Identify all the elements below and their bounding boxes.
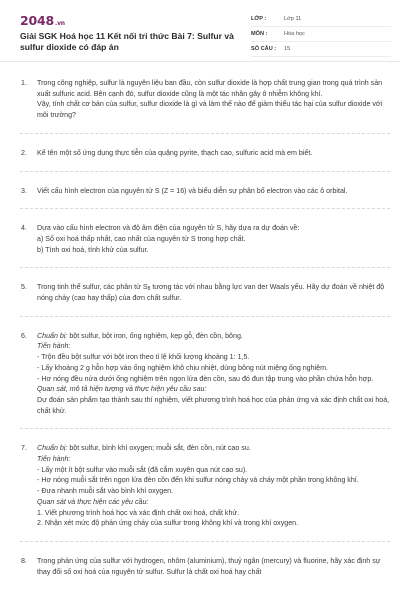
meta-table [251,12,391,57]
step-line: - Hơ nóng muỗi sắt trên ngọn lửa đèn cồn đến khi sulfur nóng chảy và cháy một phần trong không khí. [37,476,359,485]
question-text [37,148,390,159]
question-item [20,148,390,159]
divider [20,541,390,542]
question-number: 3. [21,186,27,195]
question-number: 4. [21,224,27,233]
meta-label: SỐ CÂU : [251,46,277,52]
meta-row-grade [251,12,391,27]
step-line: - Hơ nóng đều nửa dưới ống nghiệm trên ngọn lửa đèn cồn, sau đó đun tập trung vào phần chứa hỗn hợp. [37,374,374,383]
question-line: b) Tính oxi hoá, tính khử của sulfur. [37,245,149,254]
question-text [37,223,390,255]
procedure-label: Tiến hành: [37,455,71,464]
divider [20,428,390,429]
question-item [20,186,390,197]
question-item [20,556,390,577]
prep-label: Chuẩn bị: [37,444,68,453]
prep-text: bột sulfur, bình khí oxygen; muỗi sắt, đèn cồn, nút cao su. [67,444,251,453]
observe-label: Quan sát, mô tả hiện tượng và thực hiện yêu cầu sau: [37,385,207,394]
question-line: Viết cấu hình electron của nguyên tử S (Z = 16) và biểu diễn sự phân bố electron vào các ô orbital. [37,186,348,195]
question-text [37,186,390,197]
divider [20,267,390,268]
question-line: Kể tên một số ứng dụng thực tiễn của quặng pyrite, thạch cao, sulfuric acid mà em biết. [37,148,313,157]
text-segment: tương tác với nhau bằng lực van der Waals yếu. Hãy dự đoán về nhiệt độ nóng chảy (cao hay thấp) của đơn chất sulfur. [37,283,385,303]
question-line: Vậy, tính chất cơ bản của sulfur, sulfur dioxide là gì và làm thế nào để giảm thiểu tác hại của sulfur dioxide với môi trường? [37,100,383,120]
question-number: 8. [21,556,27,565]
question-line [37,443,390,454]
question-number: 2. [21,148,27,157]
question-item [20,282,390,303]
prep-label: Chuẩn bị: [37,331,68,340]
meta-row-subject [251,27,391,42]
question-number: 5. [21,283,27,292]
step-line: - Đưa nhanh muỗi sắt vào bình khí oxygen. [37,487,174,496]
meta-value: Lớp 11 [284,16,302,22]
step-line: - Lấy một ít bột sulfur vào muỗi sắt (đã cắm xuyên qua nút cao su). [37,465,248,474]
document-header [0,0,400,62]
procedure-label: Tiến hành: [37,342,71,351]
question-item [20,78,390,121]
observe-label: Quan sát và thực hiện các yêu cầu: [37,497,149,506]
question-list [20,78,390,577]
question-item [20,223,390,255]
question-line: a) Số oxi hoá thấp nhất, cao nhất của nguyên tử S trong hợp chất. [37,234,246,243]
divider [20,316,390,317]
step-line: - Lấy khoảng 2 g hỗn hợp vào ống nghiệm khô chịu nhiệt, dùng bông nút miệng ống nghiệm. [37,363,328,372]
prep-text: bột sulfur, bột iron, ống nghiệm, kẹp gỗ, đèn cồn, bông. [67,331,243,340]
step-line: - Trộn đều bột sulfur với bột iron theo tỉ lệ khối lượng khoảng 1: 1,5. [37,353,250,362]
site-logo[interactable] [20,13,65,28]
question-line [37,282,390,303]
meta-row-count [251,42,391,57]
divider [20,171,390,172]
task-line: 2. Nhận xét mức độ phản ứng cháy của sulfur trong không khí và trong khí oxygen. [37,519,299,528]
meta-label: MÔN : [251,31,268,37]
question-line: Trong công nghiệp, sulfur là nguyên liệu ban đầu, còn sulfur dioxide là hợp chất trung gian trong quá trình sản xuất sulfuric acid. Bên cạnh đó, sulfur dioxide cũng là một tác nhân gây ô nhiễm không khí. [37,79,383,98]
question-number: 1. [21,79,27,87]
divider [20,133,390,134]
question-item [20,331,390,417]
question-text [37,556,390,577]
text-segment: Trong tinh thể sulfur, các phân tử S [37,283,148,292]
question-text [37,282,390,303]
question-text [37,443,390,529]
task-line: Dự đoán sản phẩm tạo thành sau thí nghiệm, viết phương trình hoá học của phản ứng và xác định chất oxi hoá, chất khử. [37,395,390,415]
divider [20,208,390,209]
question-text [37,331,390,417]
meta-value: 15 [284,46,291,52]
question-text [37,78,390,121]
meta-label: LỚP : [251,16,267,22]
question-line: Trong phản ứng của sulfur với hydrogen, nhôm (aluminium), thuỷ ngân (mercury) và fluorine, hãy xác định sự thay đổi số oxi hoá của nguyên tử sulfur. Sulfur là chất oxi hoá hay chất [37,556,381,576]
question-line [37,331,390,342]
task-line: 1. Viết phương trình hoá học và xác định chất oxi hoá, chất khử. [37,508,240,517]
document-title: Giải SGK Hoá học 11 Kết nối tri thức Bài 7: Sulfur và sulfur dioxide có đáp án [20,31,234,52]
question-number: 6. [21,331,27,340]
logo-main-text: 2048 [20,13,54,28]
meta-value: Hóa học [284,31,305,37]
question-line: Dựa vào cấu hình electron và độ âm điện của nguyên tử S, hãy dựa ra dự đoán về: [37,224,300,233]
subscript: 8 [147,286,151,293]
question-item [20,443,390,529]
question-number: 7. [21,444,27,453]
logo-suffix: .vn [55,20,65,27]
